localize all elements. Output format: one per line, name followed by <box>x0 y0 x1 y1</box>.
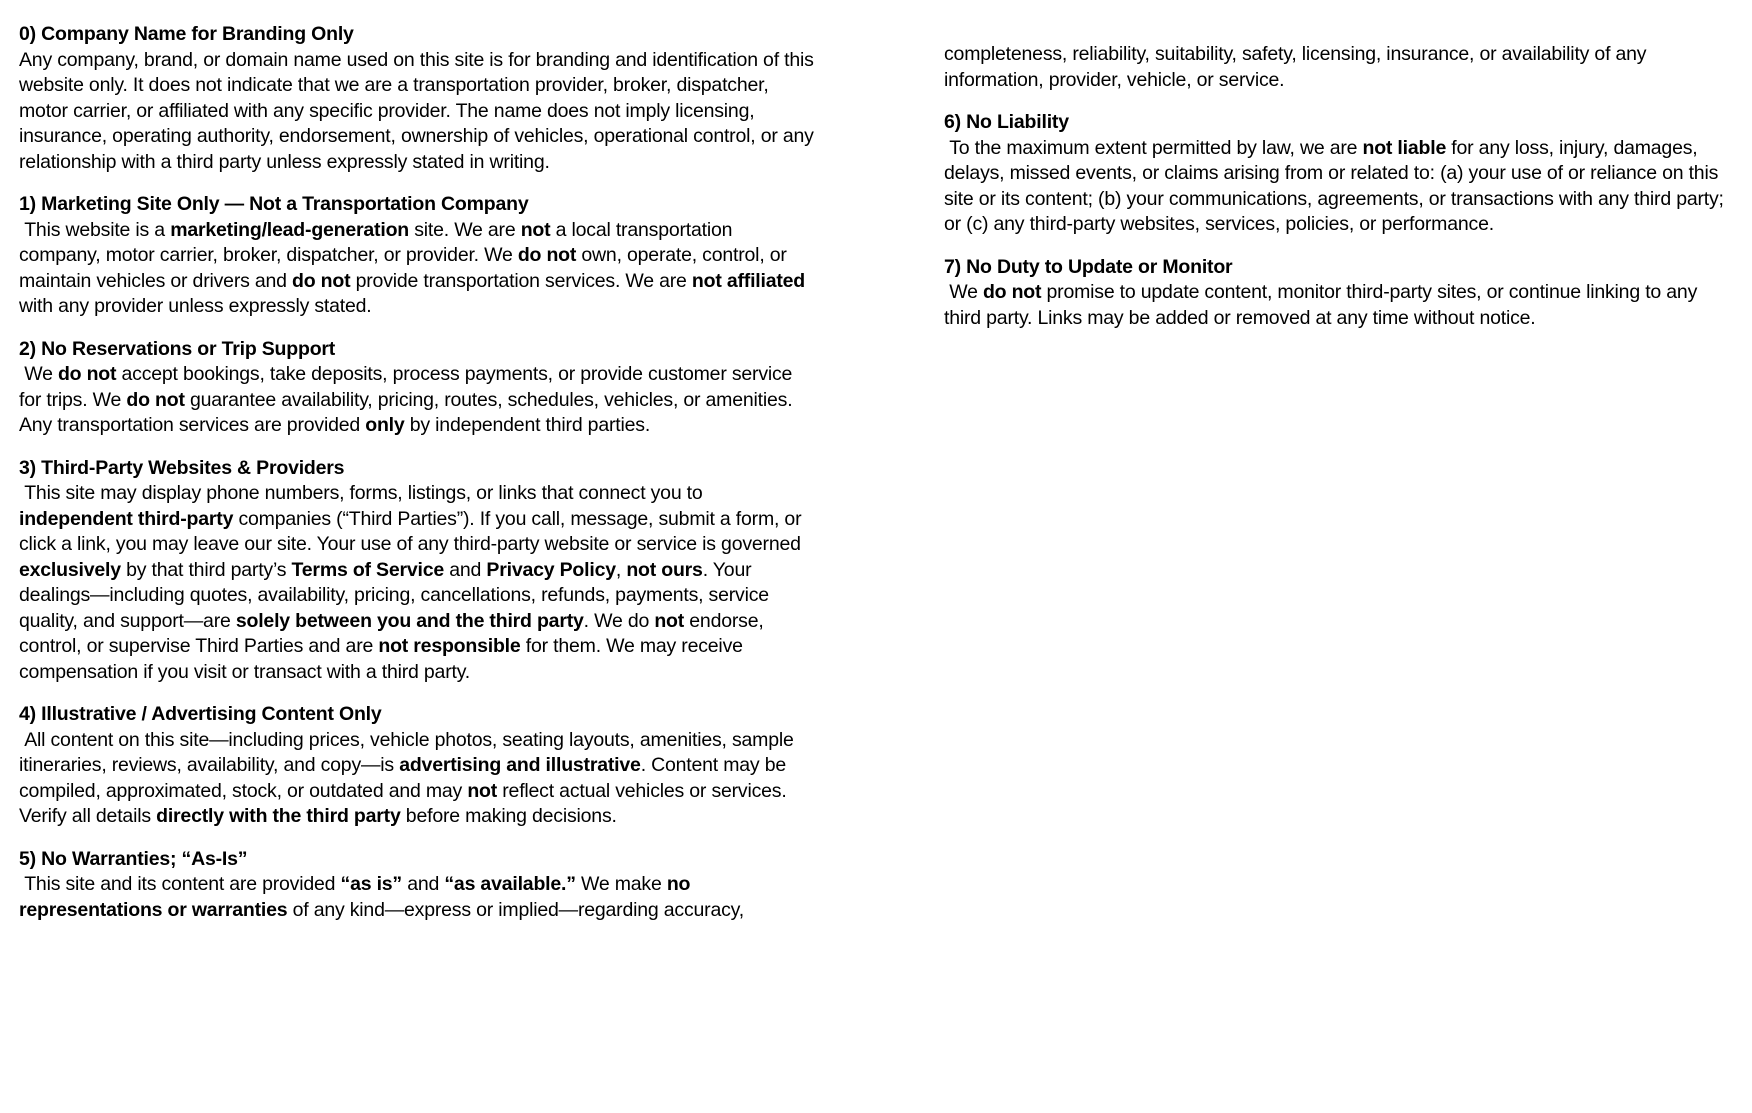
text-run: reflect actual vehicles or services. Verify all details <box>19 779 792 827</box>
text-run: a local transportation company, motor carrier, broker, dispatcher, or provider. We <box>19 218 738 266</box>
text-run: This site may display phone numbers, forms, listings, or links that connect you to <box>19 482 708 504</box>
text-run: Any company, brand, or domain name used on this site is for branding and identification of this website only. It does not indicate that we are a transportation provider, broker, dispatcher, motor carrier, or affiliated with any specific provider. The name does not imply licensing, insurance, operating authority, endorsement, ownership of vehicles, operational control, or any relationship with a third party unless expressly stated in writing. <box>19 48 819 173</box>
disclaimer-section <box>19 456 814 686</box>
text-run: We <box>19 363 58 385</box>
right-column <box>944 42 1739 331</box>
disclaimer-section <box>19 192 814 320</box>
disclaimer-section <box>19 847 814 924</box>
text-run: for them. We may receive compensation if you visit or transact with a third party. <box>19 635 748 683</box>
emphasis-text: “as available.” <box>444 873 576 895</box>
text-run: promise to update content, monitor third-party sites, or continue linking to any third party. Links may be added or removed at any time without notice. <box>944 281 1703 329</box>
text-run: . We do <box>583 609 655 632</box>
emphasis-text: do not <box>517 244 577 266</box>
section-heading: 2) No Reservations or Trip Support <box>19 337 336 360</box>
text-run: companies (“Third Parties”). If you call, message, submit a form, or click a link, you may leave our site. Your use of any third-party website or service is governed <box>19 507 807 555</box>
emphasis-text: independent third-party <box>19 507 234 530</box>
section-paragraph <box>19 728 814 830</box>
text-run: provide transportation services. We are <box>350 269 692 292</box>
emphasis-text: only <box>365 414 405 436</box>
emphasis-text: do not <box>57 363 117 385</box>
emphasis-text: do not <box>292 269 351 292</box>
emphasis-text: not liable <box>1362 136 1447 159</box>
section-paragraph <box>19 48 819 176</box>
emphasis-text: Terms of Service <box>291 558 445 581</box>
text-run: guarantee availability, pricing, routes, schedules, vehicles, or amenities. Any transportation services are provided <box>19 388 797 436</box>
section-heading: 5) No Warranties; “As-Is” <box>19 847 248 870</box>
section-heading: 0) Company Name for Branding Only <box>19 23 354 45</box>
section-paragraph <box>19 362 814 439</box>
text-run: We make <box>575 873 667 895</box>
text-run: own, operate, control, or maintain vehicles or drivers and <box>19 244 792 292</box>
emphasis-text: Privacy Policy <box>486 558 616 581</box>
emphasis-text: exclusively <box>19 558 121 581</box>
disclaimer-section <box>944 42 1739 93</box>
section-paragraph <box>19 218 814 320</box>
emphasis-text: not <box>520 218 551 241</box>
text-run: . Your dealings—including quotes, availability, pricing, cancellations, refunds, payments, service quality, and support—are <box>19 558 775 632</box>
text-run: and <box>402 873 445 895</box>
disclaimer-section <box>19 22 819 175</box>
emphasis-text: do not <box>982 281 1042 303</box>
section-heading: 3) Third-Party Websites & Providers <box>19 456 345 479</box>
disclaimer-section <box>944 110 1739 238</box>
emphasis-text: not ours <box>626 558 703 581</box>
text-run: with any provider unless expressly stated. <box>19 269 811 317</box>
text-run: accept bookings, take deposits, process payments, or provide customer service for trips. We <box>19 363 798 411</box>
text-run: site. We are <box>409 218 521 241</box>
emphasis-text: not responsible <box>378 635 521 657</box>
emphasis-text: not <box>654 609 685 632</box>
emphasis-text: do not <box>126 388 185 411</box>
emphasis-text: “as is” <box>340 873 402 895</box>
disclaimer-section <box>19 702 814 830</box>
emphasis-text: directly with the third party <box>156 805 401 827</box>
section-heading: 7) No Duty to Update or Monitor <box>944 255 1233 278</box>
text-run: . Content may be compiled, approximated, stock, or outdated and may <box>19 754 792 802</box>
emphasis-text: not affiliated <box>691 269 806 292</box>
text-run: , <box>615 558 627 581</box>
section-heading: 6) No Liability <box>944 111 1069 133</box>
emphasis-text: not <box>467 779 498 802</box>
text-run: All content on this site—including prices, vehicle photos, seating layouts, amenities, sample itineraries, reviews, availability, and copy—is <box>19 728 799 776</box>
text-run: This site and its content are provided <box>19 873 341 895</box>
emphasis-text: advertising and illustrative <box>399 754 641 776</box>
text-run: completeness, reliability, suitability, safety, licensing, insurance, or availability of any information, provider, vehicle, or service. <box>944 43 1652 91</box>
section-paragraph <box>19 481 814 685</box>
emphasis-text: no representations or warranties <box>19 873 696 921</box>
section-paragraph <box>944 136 1739 238</box>
left-column <box>19 22 819 923</box>
section-paragraph <box>944 280 1739 331</box>
text-run: and <box>444 558 487 581</box>
text-run: for any loss, injury, damages, delays, missed events, or claims arising from or related to: (a) your use of or reliance on this site or its content; (b) your communications, agreements, or transactions with any third party; or (c) any third-party websites, services, policies, or performance. <box>944 136 1729 235</box>
section-heading: 1) Marketing Site Only — Not a Transportation Company <box>19 193 529 215</box>
section-heading: 4) Illustrative / Advertising Content Only <box>19 703 382 725</box>
text-run: by that third party’s <box>120 558 292 581</box>
text-run: This website is a <box>19 218 171 241</box>
disclaimer-section <box>19 337 814 439</box>
text-run: by independent third parties. <box>404 414 651 436</box>
text-run: before making decisions. <box>400 805 617 827</box>
emphasis-text: marketing/lead-generation <box>170 218 409 241</box>
text-run: endorse, control, or supervise Third Parties and are <box>19 609 769 657</box>
emphasis-text: solely between you and the third party <box>235 609 584 632</box>
text-run: We <box>944 281 983 303</box>
text-run: of any kind—express or implied—regarding accuracy, <box>287 898 744 921</box>
text-run: To the maximum extent permitted by law, we are <box>944 136 1363 159</box>
disclaimer-section <box>944 255 1739 332</box>
section-paragraph <box>944 42 1739 93</box>
section-paragraph <box>19 872 814 923</box>
